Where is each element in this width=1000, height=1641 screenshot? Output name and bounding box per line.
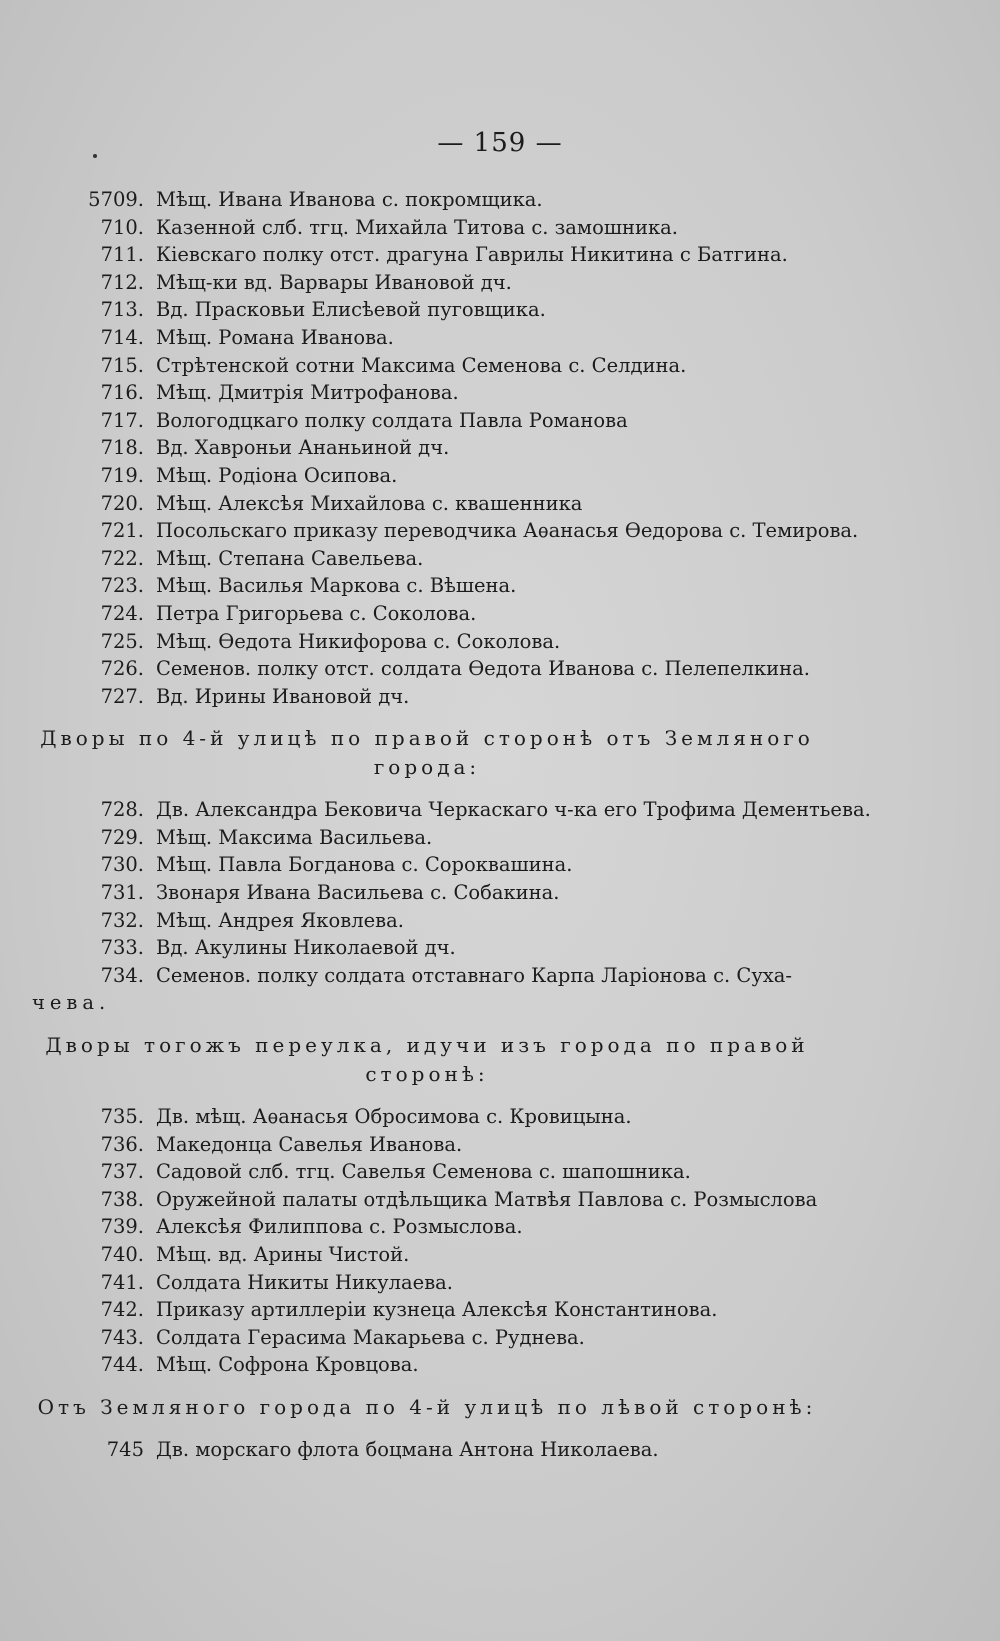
entry-list-section-3 [32,1103,822,1379]
list-item [32,1131,822,1159]
entry-number: 710. [100,215,144,239]
entry-number: 732. [100,908,144,932]
list-item [32,352,822,380]
entry-text: Солдата Герасима Макарьева с. Руднева. [156,1325,585,1349]
list-item [32,434,822,462]
entry-text: Стрѣтенской сотни Максима Семенова с. Селдина. [156,353,687,377]
entry-number: 719. [100,463,144,487]
entry-number: 723. [100,574,144,598]
list-item [32,241,822,269]
entry-text: Садовой слб. тгц. Савелья Семенова с. шапошника. [156,1160,691,1184]
list-item [32,1186,822,1214]
entry-text: Кіевскаго полку отст. драгуна Гаврилы Никитина с Батгина. [156,243,788,267]
entry-number: 718. [100,436,144,460]
entry-number: 733. [100,936,144,960]
document-body [32,186,871,1464]
entry-text: Семенов. полку солдата отставнаго Карпа Ларіонова с. Суха- [156,963,793,987]
list-item [32,1436,822,1464]
entry-number: 711. [100,243,144,267]
entry-number: 720. [100,491,144,515]
entry-text: Вд. Прасковьи Елисѣевой пуговщика. [156,298,546,322]
list-item [32,296,822,324]
entry-number: 714. [100,325,144,349]
entry-text: Мѣщ. Романа Иванова. [156,325,394,349]
entry-number: 713. [100,298,144,322]
entry-text: Мѣщ. Родіона Осипова. [156,463,398,487]
entry-text: Вд. Ирины Ивановой дч. [156,684,410,708]
entry-text: Вд. Хавроньи Ананьиной дч. [156,436,450,460]
list-item [32,462,822,490]
entry-text: Мѣщ. Дмитрія Митрофанова. [156,381,459,405]
entry-number: 739. [100,1215,144,1239]
entry-text: Алексѣя Филиппова с. Розмыслова. [156,1215,523,1239]
entry-number: 721. [100,519,144,543]
entry-number: 712. [100,270,144,294]
entry-text: Мѣщ. вд. Арины Чистой. [156,1243,410,1266]
section-heading-line: города: [373,755,481,780]
entry-number: 724. [100,601,144,625]
entry-number: 740. [100,1243,144,1266]
list-item [32,934,822,962]
entry-number: 726. [100,657,144,681]
list-item [32,1351,822,1379]
entry-number: 745 [106,1437,144,1461]
entry-text: Мѣщ. Ивана Иванова с. покромщика. [156,188,543,211]
entry-text: Вд. Акулины Николаевой дч. [156,936,456,960]
entry-text: Приказу артиллеріи кузнеца Алексѣя Константинова. [156,1298,718,1322]
list-item [32,600,822,628]
list-item [32,683,822,711]
entry-text: Мѣщ. Андрея Яковлева. [156,908,404,932]
list-item [32,490,822,518]
entry-list-section-2 [32,796,871,1017]
entry-text: Дв. морскаго флота боцмана Антона Николаева. [156,1437,659,1461]
entry-number: 728. [100,798,144,822]
entry-number: 744. [100,1353,144,1377]
entry-number: 734. [100,963,144,987]
entry-text: Македонца Савелья Иванова. [156,1132,463,1156]
list-item [32,1241,822,1269]
entry-text: Звонаря Ивана Васильева с. Собакина. [156,881,560,905]
entry-text: Посольскаго приказу переводчика Аѳанасья Ѳедорова с. Темирова. [156,519,859,543]
list-item [32,628,822,656]
list-item [32,1324,822,1352]
list-item [32,269,822,297]
entry-text: Мѣщ. Степана Савельева. [156,546,424,570]
entry-number: 736. [100,1132,144,1156]
section-heading-line: Дворы тогожъ переулка, идучи изъ города по правой [45,1033,809,1058]
entry-number: 729. [100,825,144,849]
list-item [32,1103,822,1131]
list-item [32,879,822,907]
entry-number: 725. [100,629,144,653]
section-heading-1 [32,724,822,782]
list-item [32,545,822,573]
entry-text: Оружейной палаты отдѣльщика Матвѣя Павлова с. Розмыслова [156,1187,818,1211]
entry-text: Мѣщ. Софрона Кровцова. [156,1353,419,1377]
entry-text: Казенной слб. тгц. Михайла Титова с. замошника. [156,215,678,239]
list-item [32,655,822,683]
list-item [32,214,822,242]
entry-text: Мѣщ. Василья Маркова с. Вѣшена. [156,574,517,598]
list-item [32,796,871,824]
entry-text: Дв. Александра Бековича Черкаскаго ч-ка его Трофима Дементьева. [156,798,871,822]
entry-number: 735. [100,1105,144,1129]
entry-number: 742. [100,1298,144,1322]
entry-text: Вологодцкаго полку солдата Павла Романова [156,408,628,432]
list-item [32,851,822,879]
entry-number: 716. [100,381,144,405]
list-item [32,324,822,352]
entry-text: Петра Григорьева с. Соколова. [156,601,477,625]
entry-text: Солдата Никиты Никулаева. [156,1270,454,1294]
entry-number: 741. [100,1270,144,1294]
entry-text: Мѣщ. Ѳедота Никифорова с. Соколова. [156,629,561,653]
entry-text: Дв. мѣщ. Аѳанасья Обросимова с. Кровицына. [156,1105,632,1129]
entry-number: 737. [100,1160,144,1184]
list-item [32,517,859,545]
section-heading-2 [32,1031,822,1089]
list-item [32,572,822,600]
section-heading-3 [32,1393,822,1422]
list-item [32,1269,822,1297]
entry-number: 5709. [88,188,144,211]
section-heading-line: Дворы по 4-й улицѣ по правой сторонѣ отъ Земляного [40,726,814,751]
list-item [32,186,822,214]
entry-continuation [32,989,822,1017]
list-item [32,1158,822,1186]
entry-text: Мѣщ. Павла Богданова с. Сороквашина. [156,853,573,877]
entry-text: чева. [32,991,111,1015]
list-item [32,1296,822,1324]
entry-list-section-4 [32,1436,822,1464]
entry-number: 738. [100,1187,144,1211]
entry-text: Мѣщ. Максима Васильева. [156,825,433,849]
entry-number: 722. [100,546,144,570]
entry-number: 715. [100,353,144,377]
entry-number: 730. [100,853,144,877]
list-item [32,824,822,852]
entry-number: 731. [100,881,144,905]
list-item [32,907,822,935]
list-item [32,407,822,435]
entry-number: 717. [100,408,144,432]
entry-text: Мѣщ-ки вд. Варвары Ивановой дч. [156,270,512,294]
entry-text: Семенов. полку отст. солдата Ѳедота Иванова с. Пелепелкина. [156,657,810,681]
page-number: — 159 — [437,128,563,158]
entry-text: Мѣщ. Алексѣя Михайлова с. квашенника [156,491,583,515]
ink-speck [93,154,97,158]
list-item [32,379,822,407]
entry-list-section-1 [32,186,859,710]
entry-number: 743. [100,1325,144,1349]
list-item [32,962,822,990]
section-heading-line: сторонѣ: [365,1062,489,1087]
entry-number: 727. [100,684,144,708]
section-heading-line: Отъ Земляного города по 4-й улицѣ по лѣвой сторонѣ: [37,1394,817,1419]
list-item [32,1213,822,1241]
